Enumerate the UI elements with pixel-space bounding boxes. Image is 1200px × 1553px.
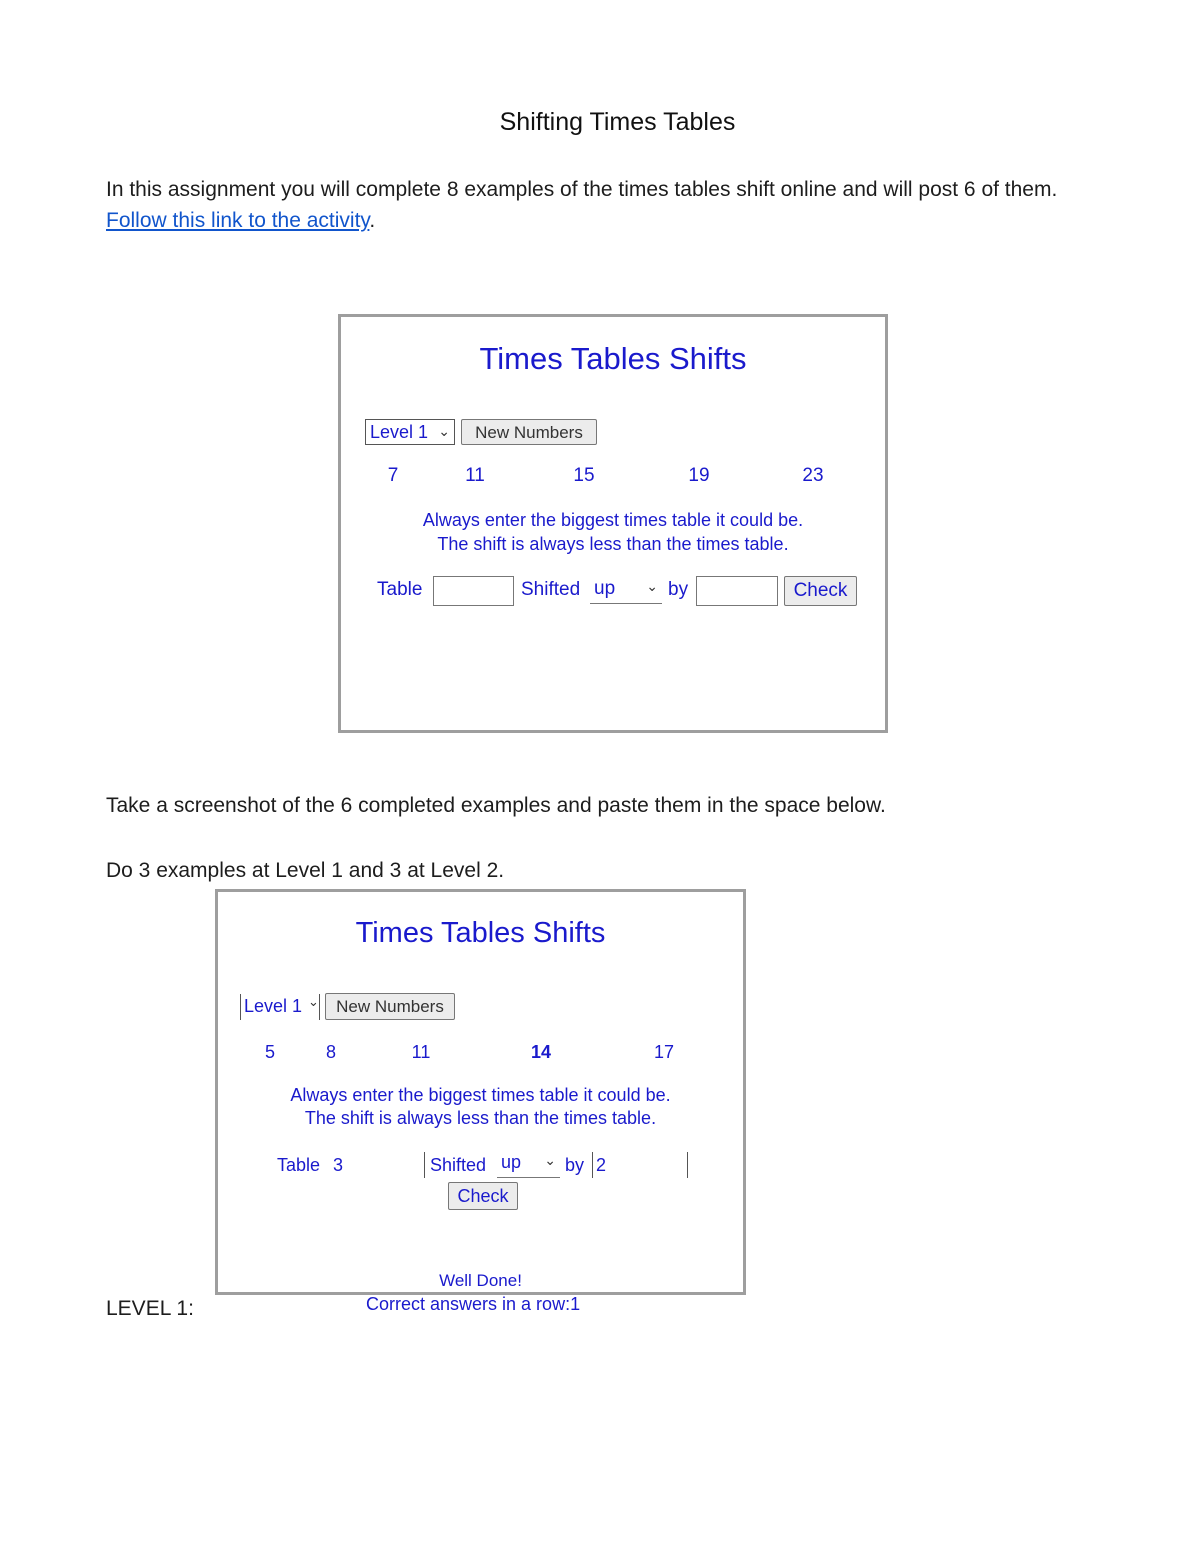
table-label: Table [377, 579, 423, 600]
sequence-number: 11 [411, 1042, 431, 1062]
chevron-down-icon: ⌄ [308, 994, 319, 1009]
by-input[interactable] [696, 576, 778, 606]
table-label: Table [277, 1155, 321, 1175]
activity-title: Times Tables Shifts [355, 917, 606, 949]
feedback-message: Well Done! [439, 1271, 522, 1290]
check-button[interactable]: Check [784, 576, 857, 606]
sequence-number: 23 [802, 465, 824, 486]
chevron-down-icon: ⌄ [438, 423, 450, 439]
select-right-border [319, 994, 320, 1020]
chevron-down-icon: ⌄ [544, 1152, 556, 1168]
level-1-label: LEVEL 1: [106, 1297, 194, 1320]
shift-direction-value: up [501, 1152, 522, 1172]
sequence-number: 11 [465, 465, 485, 486]
level-select-value[interactable]: Level 1 [244, 996, 303, 1016]
new-numbers-button[interactable]: New Numbers [461, 419, 597, 445]
shift-direction-select[interactable] [590, 578, 662, 604]
table-input[interactable] [433, 576, 514, 606]
link-period: . [369, 209, 376, 232]
screenshot-instruction: Take a screenshot of the 6 completed examples and paste them in the space below. [106, 794, 886, 817]
shifted-label: Shifted [430, 1155, 487, 1175]
sequence-number: 19 [688, 465, 710, 486]
activity-title: Times Tables Shifts [479, 341, 747, 376]
instruction-line-1: Always enter the biggest times table it could be. [422, 510, 804, 530]
level-select-value: Level 1 [370, 422, 429, 442]
field-border [592, 1152, 593, 1178]
shift-direction-select[interactable] [497, 1152, 560, 1178]
intro-paragraph [106, 174, 1116, 236]
sequence-number: 15 [573, 465, 595, 486]
shifted-label: Shifted [521, 579, 581, 600]
select-left-border [240, 994, 241, 1020]
sequence-number: 14 [530, 1042, 552, 1062]
sequence-number: 17 [653, 1042, 675, 1062]
shift-direction-value: up [594, 578, 616, 599]
sequence-number: 7 [387, 465, 399, 486]
by-input[interactable]: 2 [596, 1155, 607, 1175]
sequence-number: 5 [264, 1042, 276, 1062]
activity-link[interactable]: Follow this link to the activity [106, 209, 370, 232]
document-title: Shifting Times Tables [499, 108, 736, 136]
new-numbers-button[interactable]: New Numbers [325, 993, 455, 1020]
instruction-line-2: The shift is always less than the times table. [304, 1108, 657, 1128]
field-border [424, 1152, 425, 1178]
field-border [687, 1152, 688, 1178]
instruction-line-2: The shift is always less than the times table. [437, 534, 789, 554]
levels-instruction: Do 3 examples at Level 1 and 3 at Level 2. [106, 859, 505, 882]
by-label: by [565, 1155, 585, 1175]
activity-screenshot-example [338, 314, 888, 733]
table-input[interactable]: 3 [333, 1155, 344, 1175]
chevron-down-icon: ⌄ [646, 578, 658, 594]
intro-text: In this assignment you will complete 8 examples of the times tables shift online and will post 6 of them. [106, 178, 1058, 201]
check-button[interactable]: Check [448, 1182, 518, 1210]
activity-screenshot-completed [215, 889, 746, 1295]
instruction-line-1: Always enter the biggest times table it could be. [290, 1085, 671, 1105]
sequence-number: 8 [325, 1042, 337, 1062]
level-select[interactable] [365, 419, 455, 445]
by-label: by [668, 579, 689, 600]
streak-counter: Correct answers in a row:1 [366, 1294, 581, 1314]
